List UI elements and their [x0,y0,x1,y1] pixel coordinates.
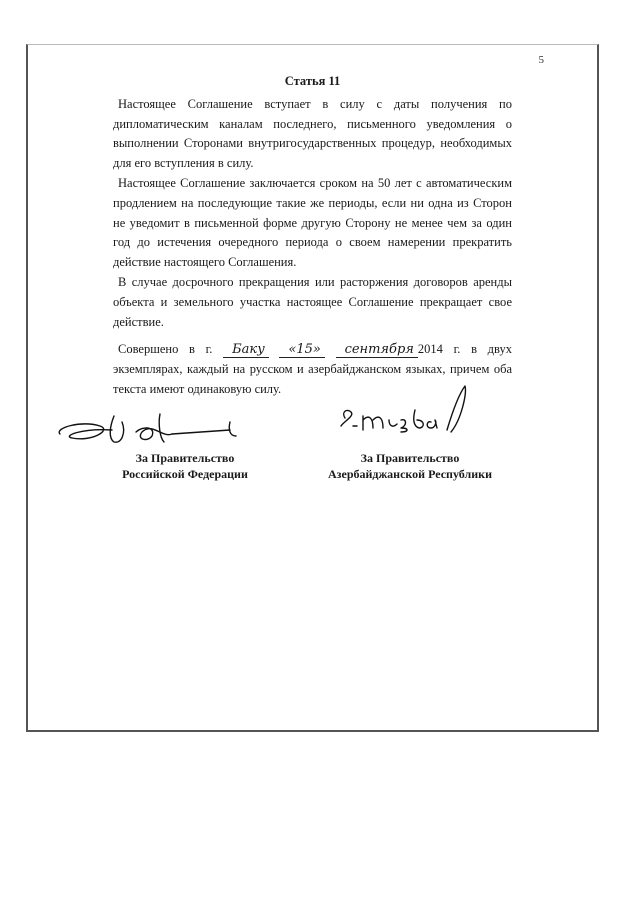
signatory-russia-line2: Российской Федерации [122,467,248,481]
signatory-azerbaijan [310,450,510,482]
article-title: Статья 11 [284,74,341,88]
signatory-azerbaijan-line2: Азербайджанской Республики [328,467,492,481]
done-prefix: Совершено в г. [118,342,213,357]
signatory-azerbaijan-line1: За Правительство [360,451,460,465]
page-number: 5 [538,54,544,66]
signature-russia [52,408,252,448]
paragraph-2: Настоящее Соглашение заключается сроком на 50 лет с автоматическим продлением на последующие такие же периоды, если ни одна из Сторон не уведомит в письменной форме другую Сторону не менее чем за один год до истечения очередного периода о своем намерении прекратить действие настоящего Соглашения. [113,175,512,270]
paragraph-1: Настоящее Соглашение вступает в силу с даты получения по дипломатическим каналам последнего, письменного уведомления о выполнении Сторонами внутригосударственных процедур, необходимых для его вступления в силу. [113,96,512,171]
handwritten-day: «15» [279,343,324,358]
paragraph-3: В случае досрочного прекращения или расторжения договоров аренды объекта и земельного участка настоящее Соглашение прекращает свое действие. [113,274,512,329]
handwritten-month: сентября [336,343,418,358]
handwritten-city: Баку [223,343,269,358]
document-body [113,72,512,400]
signatory-russia-line1: За Правительство [135,451,235,465]
done-year-suffix: 2014 г. в двух экземплярах, каждый на русском и азербайджанском языках, причем оба текста имеют одинаковую силу. [113,342,513,396]
signatory-russia [100,450,270,482]
signature-azerbaijan [335,380,475,440]
